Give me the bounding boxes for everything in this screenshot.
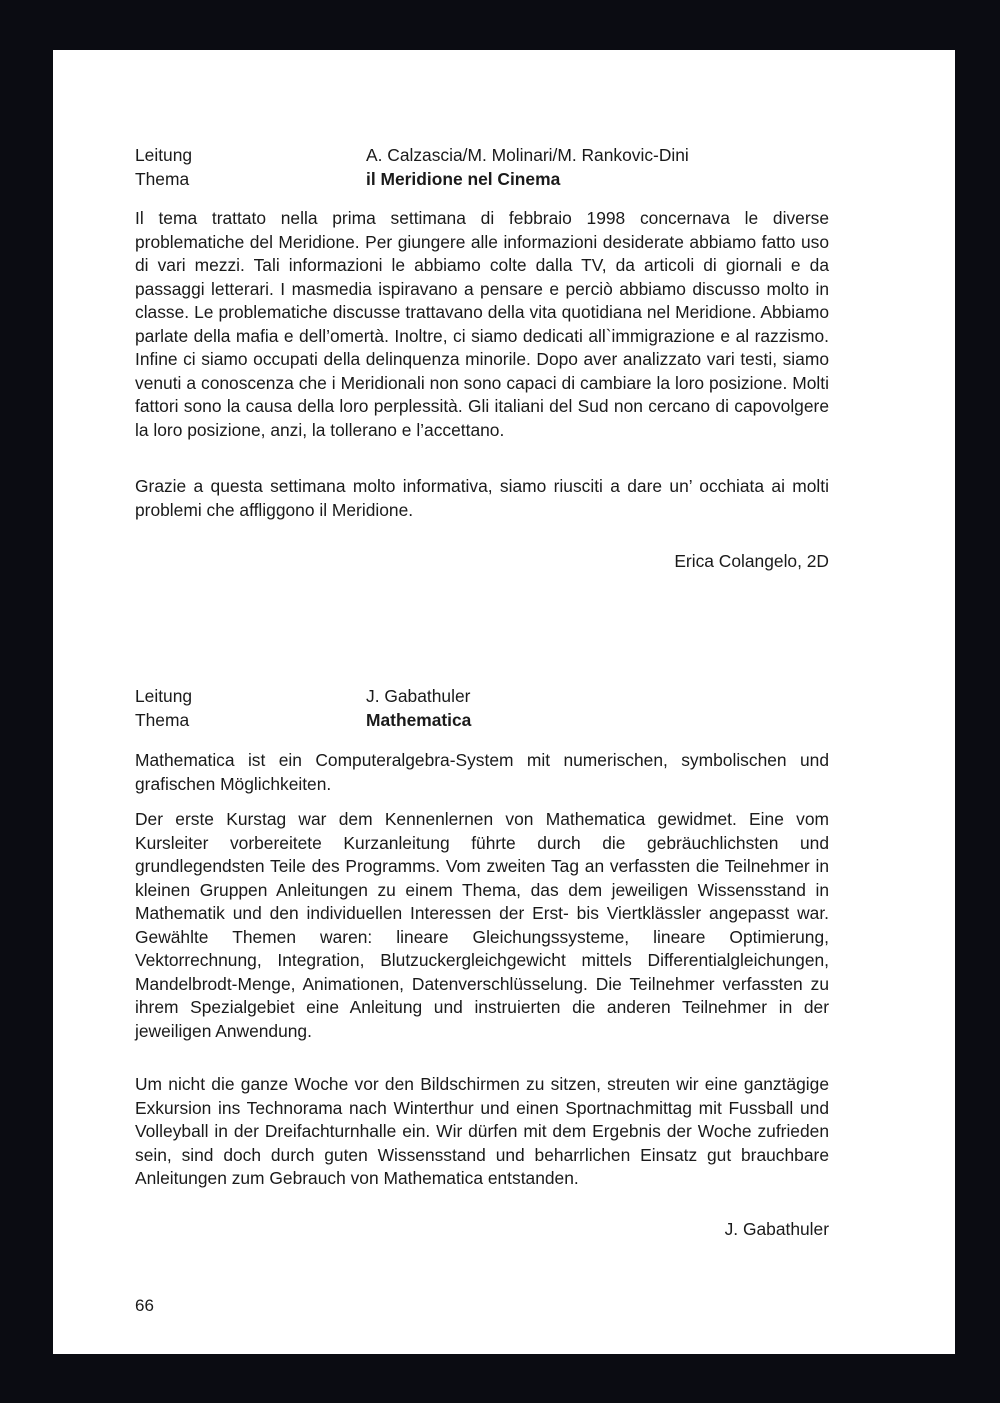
article-2-paragraph-3: Um nicht die ganze Woche vor den Bildschirmen zu sitzen, streuten wir eine ganztägige Exkursion ins Technorama nach Winterthur und einen Sportnachmittag mit Fussball und Volleyball in der Dreifachturnhalle ein. Wir dürfen mit dem Ergebnis der Woche zufrieden sein, sind doch durch guten Wissensstand und beharrlichen Einsatz gut brauchbare Anleitungen zum Gebrauch von Mathematica entstanden. [135,1074,829,1188]
article-2-paragraph-1: Mathematica ist ein Computeralgebra-System mit numerischen, symbolischen und grafischen Möglichkeiten. [135,750,829,794]
article-1-meta [135,143,829,191]
document-page [53,50,955,1354]
thema-label: Thema [135,710,190,730]
leitung-value: A. Calzascia/M. Molinari/M. Rankovic-Dini [366,145,689,165]
leitung-label: Leitung [135,686,193,706]
page-number: 66 [135,1296,154,1315]
article-2-paragraph-2: Der erste Kurstag war dem Kennenlernen von Mathematica gewidmet. Eine vom Kursleiter vorbereitete Kurzanleitung führte durch die gebräuchlichsten und grundlegendsten Teile des Programms. Vom zweiten Tag an verfassten die Teilnehmer in kleinen Gruppen Anleitungen zu einem Thema, das dem jeweiligen Wissensstand in Mathematik und den individuellen Interessen der Erst- bis Viertklässler angepasst war. Gewählte Themen waren: lineare Gleichungssysteme, lineare Optimierung, Vektorrechnung, Integration, Blutzuckergleichgewicht mittels Differentialgleichungen, Mandelbrodt-Menge, Animationen, Datenverschlüsselung. Die Teilnehmer verfassten zu ihrem Spezialgebiet eine Anleitung und instruierten die anderen Teilnehmer in der jeweiligen Anwendung. [135,809,829,1041]
leitung-value: J. Gabathuler [366,686,471,706]
article-2-meta [135,684,829,732]
article-2-signature: J. Gabathuler [724,1219,829,1239]
thema-row [135,167,829,191]
article-1-paragraph-1: Il tema trattato nella prima settimana di febbraio 1998 concernava le diverse problematiche del Meridione. Per giungere alle informazioni desiderate abbiamo fatto uso di vari mezzi. Tali informazioni le abbiamo colte dalla TV, da articoli di giornali e da passaggi letterari. I masmedia ispiravano a pensare e perciò abbiamo discusso molto in classe. Le problematiche discusse trattavano della vita quotidiana nel Meridione. Abbiamo parlate della mafia e dell’omertà. Inoltre, ci siamo dedicati all`immigrazione e al razzismo. Infine ci siamo occupati della delinquenza minorile. Dopo aver analizzato vari testi, siamo venuti a conoscenza che i Meridionali non sono capaci di cambiare la loro posizione. Molti fattori sono la causa della loro perplessità. Gli italiani del Sud non cercano di capovolgere la loro posizione, anzi, la tollerano e l’accettano. [135,208,829,440]
leitung-row [135,143,829,167]
leitung-row [135,684,829,708]
article-1-signature: Erica Colangelo, 2D [674,551,829,571]
thema-label: Thema [135,169,190,189]
thema-row [135,708,829,732]
leitung-label: Leitung [135,145,193,165]
article-1-paragraph-2: Grazie a questa settimana molto informativa, siamo riusciti a dare un’ occhiata ai molti problemi che affliggono il Meridione. [135,476,829,520]
thema-value: Mathematica [366,710,472,730]
thema-value: il Meridione nel Cinema [366,169,561,189]
